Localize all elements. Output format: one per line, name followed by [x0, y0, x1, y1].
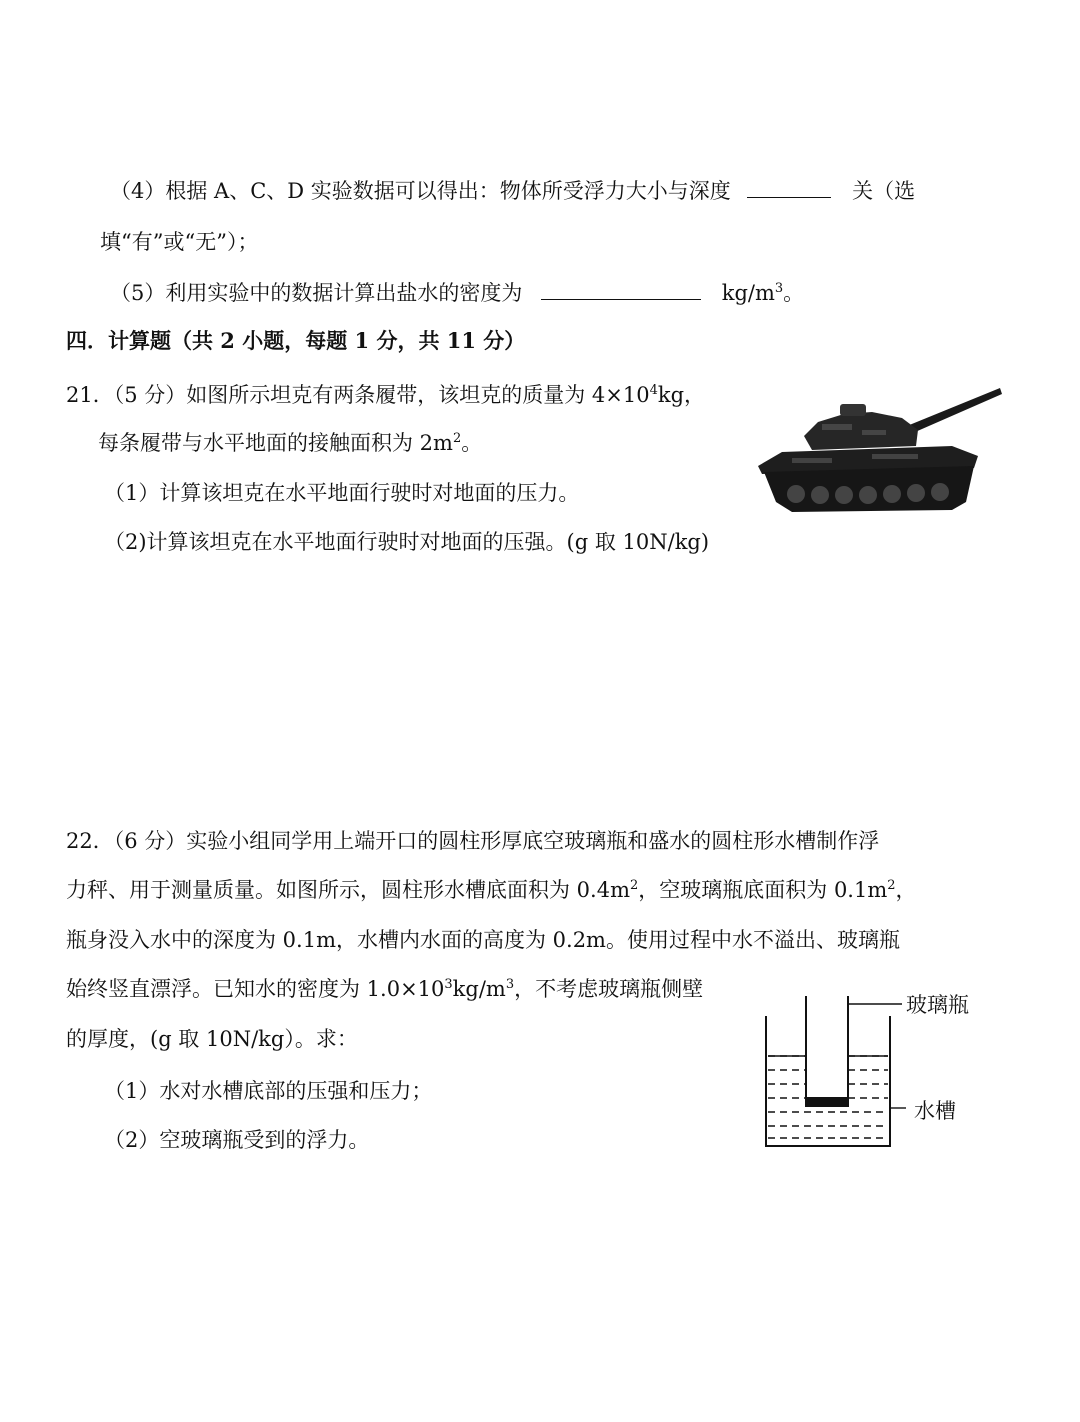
- q22-line4-text: 始终竖直漂浮。已知水的密度为 1.0×10: [66, 977, 445, 1001]
- q22-line4-mid: kg/m: [452, 977, 506, 1001]
- q22-line2-end: ，: [895, 878, 917, 902]
- q22-sub2: [104, 1125, 369, 1155]
- q22-line2-text: 力秤、用于测量质量。如图所示，圆柱形水槽底面积为 0.4m: [66, 878, 630, 902]
- q22-line2-sup2: 2: [887, 878, 896, 893]
- q22-line4-sup2: 3: [505, 977, 515, 992]
- q20-part4-text: （4）根据 A、C、D 实验数据可以得出：物体所受浮力大小与深度: [110, 179, 731, 203]
- section-heading-text: 四．计算题（共 2 小题，每题 1 分，共 11 分）: [66, 328, 526, 353]
- q21-line2-sup: 2: [452, 431, 462, 446]
- q22-line5-text: 的厚度，(g 取 10N/kg）。求：: [66, 1027, 358, 1051]
- q20-part5-sup: 3: [774, 281, 784, 296]
- q21-sub1: [104, 478, 579, 508]
- q21-sub1-text: （1）计算该坦克在水平地面行驶时对地面的压力。: [104, 481, 580, 505]
- glass-bottle-outline: [806, 996, 848, 1106]
- q22-line1: [66, 826, 879, 856]
- q21-line1-text: 21．（5 分）如图所示坦克有两条履带，该坦克的质量为 4×10: [66, 383, 650, 407]
- q21-line1: [66, 380, 705, 410]
- q22-line3: [66, 925, 900, 955]
- q22-line4-end: ，不考虑玻璃瓶侧壁: [514, 977, 704, 1001]
- q22-sub2-text: （2）空玻璃瓶受到的浮力。: [104, 1128, 370, 1152]
- q20-part4-text-2: 填“有”或“无”）；: [100, 230, 259, 254]
- bottle-thick-bottom: [807, 1097, 847, 1106]
- q22-line1-text: 22．（6 分）实验小组同学用上端开口的圆柱形厚底空玻璃瓶和盛水的圆柱形水槽制作浮: [66, 829, 880, 853]
- tank-turret: [804, 412, 918, 450]
- q21-line1-end: kg，: [657, 383, 706, 407]
- q20-part5-text: （5）利用实验中的数据计算出盐水的密度为: [110, 281, 523, 305]
- q20-part5-blank: [541, 281, 701, 300]
- float-scale-diagram: [760, 994, 910, 1148]
- q20-part5: [110, 278, 804, 308]
- q20-part5-end: 。: [783, 281, 805, 305]
- q22-line5: [66, 1024, 358, 1054]
- q22-line4: [66, 974, 703, 1004]
- q22-line4-sup: 3: [444, 977, 453, 992]
- q21-line2: [98, 428, 482, 458]
- tank-illustration: [752, 384, 1004, 514]
- q20-part4-line1: [110, 176, 915, 206]
- q21-line2-text: 每条履带与水平地面的接触面积为 2m: [98, 431, 453, 455]
- q22-line2: [66, 875, 917, 905]
- q20-part4-text-end: 关（选: [852, 179, 916, 203]
- q22-sub1: [104, 1076, 432, 1106]
- q20-part4-blank: [747, 179, 831, 198]
- q20-part5-unit: kg/m: [721, 281, 775, 305]
- tank-barrel: [902, 388, 1002, 436]
- q22-sub1-text: （1）水对水槽底部的压强和压力；: [104, 1079, 433, 1103]
- q21-sub2: [104, 527, 709, 557]
- q22-line3-text: 瓶身没入水中的深度为 0.1m，水槽内水面的高度为 0.2m。使用过程中水不溢出、玻璃瓶: [66, 928, 900, 952]
- q21-line1-sup: 4: [649, 383, 658, 398]
- bottle-label: 玻璃瓶: [906, 993, 969, 1017]
- tank-hatch: [840, 404, 866, 416]
- section-heading: [66, 326, 525, 356]
- q21-sub2-text: （2)计算该坦克在水平地面行驶时对地面的压强。(g 取 10N/kg): [104, 530, 710, 554]
- q22-line2-sup: 2: [629, 878, 639, 893]
- tank-label: 水槽: [914, 1099, 956, 1123]
- q22-line2-mid: ，空玻璃瓶底面积为 0.1m: [638, 878, 888, 902]
- q21-line2-end: 。: [461, 431, 483, 455]
- q20-part4-line2: [100, 227, 258, 257]
